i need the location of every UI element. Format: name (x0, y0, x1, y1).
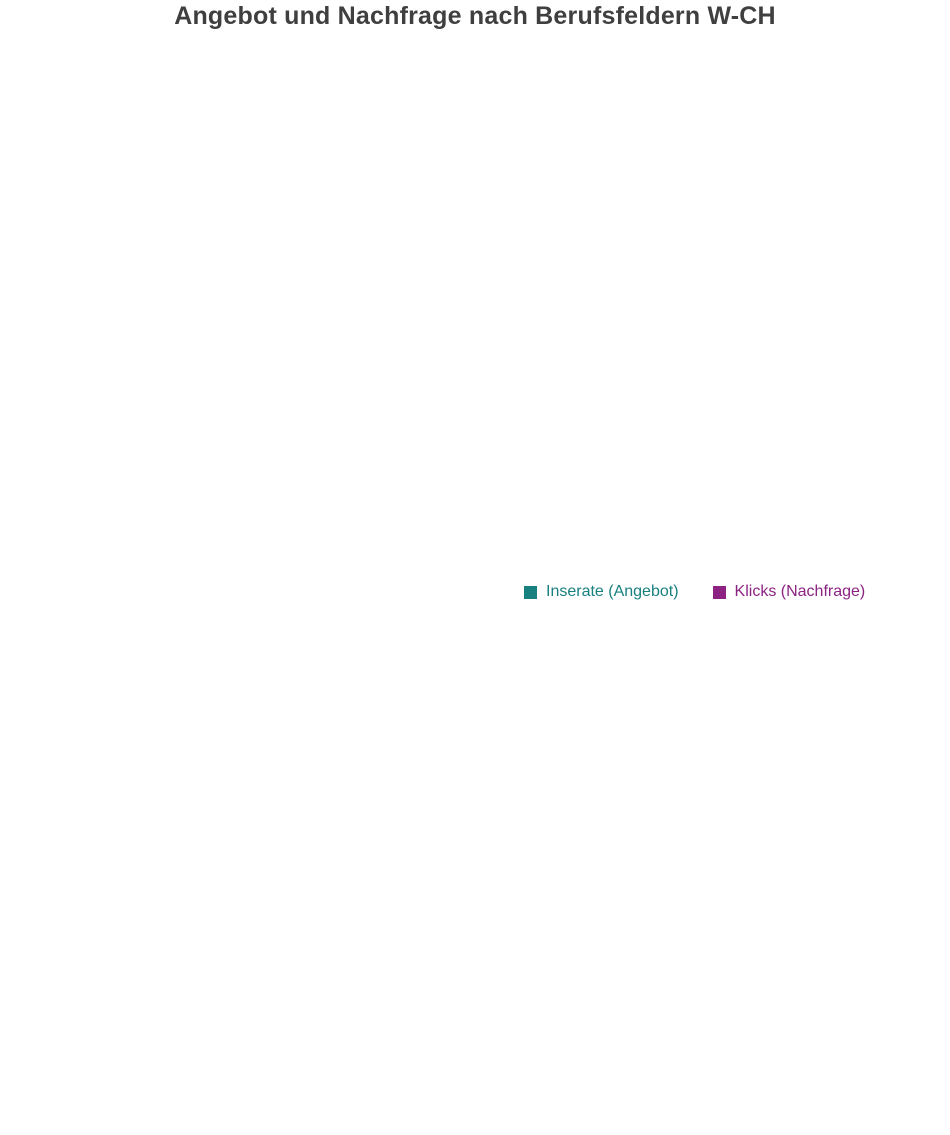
page-title: Angebot und Nachfrage nach Berufsfeldern W-CH (174, 2, 776, 30)
chart-legend (524, 583, 865, 601)
legend-label-demand: Klicks (Nachfrage) (734, 583, 866, 600)
legend-item-supply (524, 583, 679, 601)
legend-label-supply: Inserate (Angebot) (546, 583, 679, 600)
legend-swatch-demand-icon (713, 586, 726, 599)
legend-item-demand (713, 583, 866, 601)
legend-swatch-supply-icon (524, 586, 537, 599)
